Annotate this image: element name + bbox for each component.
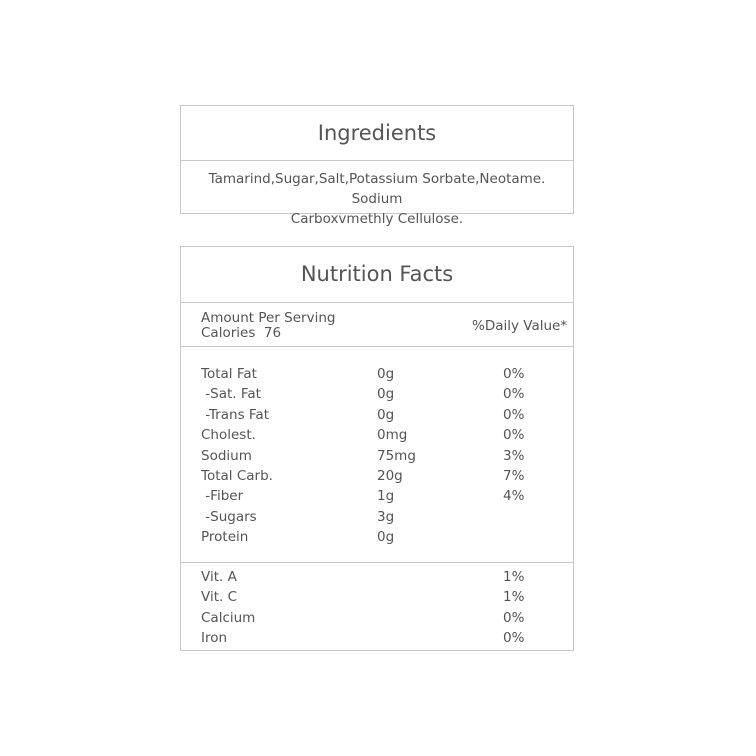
- vitamin-row-c: [181, 587, 573, 607]
- ingredients-panel: [180, 105, 574, 227]
- nutrient-amount: 1g: [377, 488, 395, 505]
- vitamin-percent: 0%: [503, 630, 525, 647]
- nutrient-amount: 0g: [377, 386, 395, 403]
- nutrient-label: Total Carb.: [201, 467, 273, 484]
- nutrient-row-fiber: [181, 486, 573, 506]
- ingredients-list: Tamarind,Sugar,Salt,Potassium Sorbate,Neotame. Sodium Carboxvmethly Cellulose.: [208, 171, 546, 227]
- nutrition-facts-panel: [180, 246, 574, 651]
- vitamin-label: Iron: [201, 630, 228, 647]
- nutrient-label: -Sugars: [201, 508, 257, 525]
- vitamin-percent: 0%: [503, 609, 525, 626]
- vitamin-row-calcium: [181, 608, 573, 628]
- vitamin-label: Vit. C: [201, 589, 237, 606]
- vitamin-row-a: [181, 567, 573, 587]
- nutrient-percent: 0%: [503, 406, 525, 423]
- nutrient-amount: 0g: [377, 366, 395, 382]
- nutrient-row-trans-fat: [181, 405, 573, 425]
- nutrient-amount: 75mg: [377, 447, 416, 464]
- nutrient-row-total-carb: [181, 466, 573, 486]
- nutrient-percent: 4%: [503, 488, 525, 505]
- nutrient-percent: 0%: [503, 427, 525, 444]
- serving-header: [181, 303, 573, 347]
- nutrient-label: Cholest.: [201, 427, 256, 444]
- nutrient-row-sodium: [181, 446, 573, 466]
- nutrient-amount: 20g: [377, 467, 403, 484]
- ingredients-title: Ingredients: [181, 106, 573, 161]
- nutrient-percent: 0%: [503, 386, 525, 403]
- amount-per-serving: Amount Per Serving: [201, 310, 336, 326]
- nutrition-facts-title: Nutrition Facts: [181, 247, 573, 303]
- nutrient-table: [181, 347, 573, 563]
- nutrient-row-total-fat: [181, 364, 573, 384]
- nutrient-amount: 0mg: [377, 427, 408, 444]
- vitamin-table: [181, 563, 573, 649]
- nutrient-row-protein: [181, 527, 573, 547]
- nutrient-amount: 3g: [377, 508, 395, 525]
- nutrient-label: Total Fat: [201, 366, 257, 382]
- nutrient-percent: 0%: [503, 366, 525, 382]
- vitamin-row-iron: [181, 628, 573, 648]
- nutrient-row-sat-fat: [181, 384, 573, 404]
- nutrient-percent: 3%: [503, 447, 525, 464]
- nutrient-amount: 0g: [377, 406, 395, 423]
- nutrient-row-sugars: [181, 507, 573, 527]
- nutrient-label: Protein: [201, 529, 249, 546]
- vitamin-percent: 1%: [503, 589, 525, 606]
- nutrient-label: -Sat. Fat: [201, 386, 261, 403]
- nutrient-label: -Trans Fat: [201, 406, 269, 423]
- calories: Calories 76: [201, 325, 282, 341]
- nutrient-percent: 7%: [503, 467, 525, 484]
- nutrient-row-cholesterol: [181, 425, 573, 445]
- vitamin-label: Vit. A: [201, 569, 237, 585]
- vitamin-percent: 1%: [503, 569, 525, 585]
- nutrient-amount: 0g: [377, 529, 395, 546]
- nutrient-label: Sodium: [201, 447, 252, 464]
- nutrient-label: -Fiber: [201, 488, 244, 505]
- daily-value-header: %Daily Value*: [472, 318, 568, 334]
- vitamin-label: Calcium: [201, 609, 256, 626]
